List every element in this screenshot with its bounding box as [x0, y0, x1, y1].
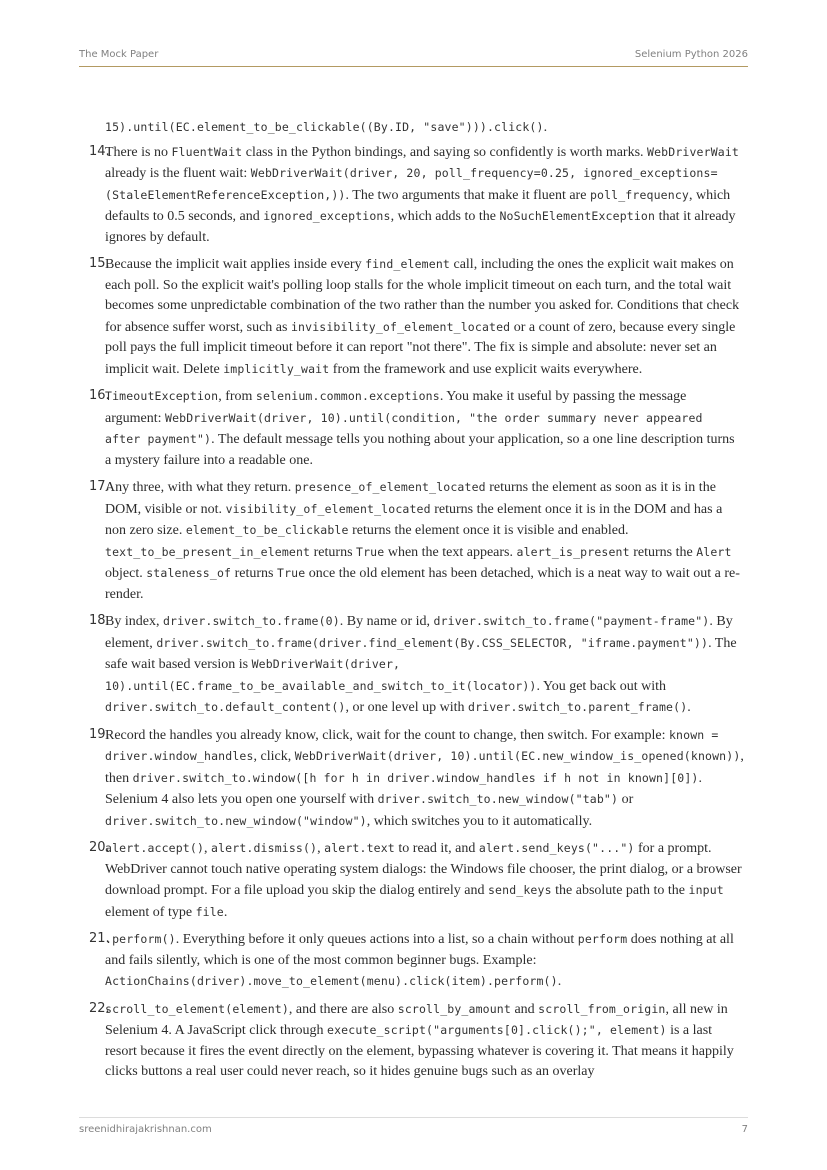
- inline-code: scroll_by_amount: [397, 1001, 511, 1016]
- body-text: , which defaults to 0.5 seconds, and: [105, 187, 731, 224]
- inline-code: driver.switch_to.parent_frame(): [468, 700, 688, 714]
- header-title: The Mock Paper: [79, 49, 159, 60]
- body-text: , and there are also: [288, 1001, 398, 1017]
- body-text: or: [618, 792, 634, 807]
- inline-code: WebDriverWait(driver, 10).until(EC.new_window_is_opened(known)): [294, 749, 741, 763]
- body-text: . Selenium 4 also lets you open one yourself with: [105, 770, 702, 807]
- answer-item: [79, 929, 744, 993]
- answer-item: [79, 254, 744, 380]
- answer-item: [79, 611, 744, 719]
- inline-code: WebDriverWait: [647, 144, 739, 159]
- answer-item: [79, 838, 744, 923]
- body-text: , which adds to the: [390, 209, 500, 224]
- body-text: , all new in Selenium 4. A JavaScript click through: [105, 1001, 728, 1038]
- inline-code: Alert: [696, 544, 732, 559]
- body-text: once the old element has been detached, which is a neat way to wait out a re-render.: [105, 566, 740, 602]
- inline-code: poll_frequency: [589, 187, 689, 202]
- body-text: from the framework and use explicit waits everywhere.: [329, 361, 643, 377]
- inline-code: text_to_be_present_in_element: [105, 544, 311, 559]
- inline-code: True: [356, 544, 385, 559]
- body-text: and: [510, 1001, 539, 1017]
- body-text: . You get back out with: [536, 678, 666, 694]
- body-text: .: [557, 974, 562, 989]
- inline-code: execute_script("arguments[0].click();", element): [327, 1023, 667, 1037]
- body-text: the absolute path to the: [551, 883, 689, 898]
- inline-code: find_element: [365, 257, 450, 271]
- body-text: already is the fluent wait:: [105, 166, 251, 181]
- body-text: , click,: [253, 749, 295, 764]
- body-text: or a count of zero, because every single poll pays the full implicit timeout before it can report "not there". The fix is simple and absolute: never set an implicit wait. Delete: [105, 319, 736, 377]
- body-text: call, including the ones the explicit wait makes on each poll. So the explicit wait's polling loop stalls for the whole implicit timeout on each turn, and the total wait becomes some unpredictable combination of the two rather than the number you asked for. Conditions that check for absence suffer worst, such as: [105, 257, 740, 335]
- inline-code: known = driver.window_handles: [105, 727, 719, 763]
- answer-item: [79, 386, 744, 471]
- answer-item: [79, 999, 744, 1083]
- body-text: . The safe wait based version is: [105, 635, 737, 672]
- answer-number: 20.: [89, 840, 110, 855]
- answer-item: [79, 725, 744, 833]
- body-text: returns: [310, 544, 357, 560]
- inline-code: WebDriverWait(driver, 10).until(condition, "the order summary never appeared after payment"): [105, 410, 703, 446]
- inline-code: file: [195, 904, 224, 919]
- inline-code: .perform(): [105, 932, 176, 946]
- body-text: is a last resort because it fires the event directly on the element, bypassing whatever is covering it. That means it happily clicks buttons a real user could never reach, so it hides genuine bugs such as an overlay: [105, 1023, 734, 1079]
- inline-code: alert.send_keys("..."): [478, 841, 635, 855]
- answer-number: 21.: [89, 931, 110, 946]
- answer-item: [79, 477, 744, 605]
- answer-item: [79, 142, 744, 249]
- continued-answer: [79, 117, 744, 139]
- inline-code: scroll_from_origin: [538, 1001, 666, 1016]
- answer-body: [79, 117, 744, 1089]
- answer-list: [79, 142, 744, 1083]
- body-text: returns the element as soon as it is in the DOM, visible or not.: [105, 480, 716, 517]
- inline-code: alert.text: [324, 841, 395, 855]
- body-text: . Everything before it only queues actions into a list, so a chain without: [175, 932, 578, 947]
- body-text: There is no: [105, 144, 172, 160]
- body-text: . The two arguments that make it fluent are: [345, 187, 590, 203]
- body-text: . By name or id,: [339, 614, 434, 629]
- body-text: . The default message tells you nothing about your application, so a one line description turns a mystery failure into a readable one.: [105, 432, 735, 468]
- inline-code: ActionChains(driver).move_to_element(menu).click(item).perform(): [105, 974, 558, 988]
- body-text: Record the handles you already know, click, wait for the count to change, then switch. For example:: [105, 727, 669, 743]
- inline-code: alert.dismiss(): [211, 841, 318, 855]
- inline-code: alert_is_present: [516, 544, 630, 559]
- page-number: 7: [741, 1124, 748, 1135]
- inline-code: TimeoutException: [105, 389, 219, 403]
- inline-code: driver.switch_to.window([h for h in driver.window_handles if h not in known][0]): [132, 770, 699, 785]
- inline-code: NoSuchElementException: [499, 209, 656, 223]
- inline-code: driver.switch_to.new_window("window"): [105, 813, 367, 828]
- inline-code: WebDriverWait(driver, 20, poll_frequency=0.25, ignored_exceptions=(StaleElementReferenceException,)): [105, 166, 718, 202]
- body-text: .: [543, 120, 548, 135]
- inline-code: True: [277, 566, 306, 580]
- body-text: By index,: [105, 614, 163, 629]
- body-text: does nothing at all and fails silently, which is one of the most common beginner bugs. Example:: [105, 932, 734, 968]
- inline-code: FluentWait: [171, 144, 243, 159]
- inline-code: driver.switch_to.new_window("tab"): [377, 792, 619, 806]
- inline-code: driver.switch_to.frame(driver.find_element(By.CSS_SELECTOR, "iframe.payment")): [156, 635, 709, 650]
- inline-code: element_to_be_clickable: [185, 523, 349, 537]
- body-text: , or one level up with: [345, 700, 468, 715]
- body-text: ,: [204, 841, 212, 856]
- inline-code: driver.switch_to.frame("payment-frame"): [433, 614, 710, 628]
- body-text: Any three, with what they return.: [105, 480, 295, 495]
- inline-code: driver.switch_to.default_content(): [105, 700, 346, 714]
- answer-number: 19.: [89, 726, 110, 742]
- inline-code: implicitly_wait: [223, 361, 330, 376]
- page-header: [79, 48, 748, 67]
- inline-code: visibility_of_element_located: [225, 501, 431, 516]
- inline-code: perform: [577, 932, 628, 946]
- body-text: Because the implicit wait applies inside every: [105, 257, 366, 272]
- body-text: . You make it useful by passing the message argument:: [105, 389, 687, 426]
- answer-number: 14.: [89, 143, 110, 159]
- body-text: when the text appears.: [384, 544, 517, 560]
- body-text: returns the element once it is in the DOM and has a non zero size.: [105, 501, 723, 538]
- inline-code: selenium.common.exceptions: [255, 389, 440, 403]
- inline-code: driver.switch_to.frame(0): [162, 614, 340, 628]
- body-text: that it already ignores by default.: [105, 209, 736, 245]
- body-text: , then: [105, 749, 744, 786]
- inline-code: scroll_to_element(element): [105, 1001, 289, 1016]
- answer-number: 15.: [89, 256, 110, 271]
- inline-code: presence_of_element_located: [294, 480, 486, 494]
- inline-code: input: [688, 883, 724, 897]
- page-footer: [79, 1117, 748, 1138]
- answer-number: 22.: [89, 1000, 110, 1016]
- body-text: object.: [105, 566, 147, 581]
- body-text: . By element,: [105, 614, 733, 651]
- inline-code: alert.accept(): [105, 841, 205, 855]
- inline-code: invisibility_of_element_located: [290, 319, 511, 334]
- inline-code: 15).until(EC.element_to_be_clickable((By.ID, "save"))).click(): [105, 120, 544, 134]
- body-text: to read it, and: [394, 841, 479, 856]
- body-text: for a prompt. WebDriver cannot touch native operating system dialogs: the Windows file chooser, the print dialog, or a browser download prompt. For a file upload you skip the dialog entirely and: [105, 841, 742, 898]
- inline-code: staleness_of: [146, 566, 232, 580]
- footer-site: sreenidhirajakrishnan.com: [79, 1124, 212, 1135]
- body-text: returns the element once it is visible and enabled.: [348, 523, 629, 538]
- body-text: element of type: [105, 904, 196, 920]
- body-text: , from: [218, 389, 256, 404]
- body-text: ,: [317, 841, 325, 856]
- body-text: , which switches you to it automatically.: [366, 813, 593, 829]
- answer-number: 18.: [89, 613, 110, 628]
- body-text: returns the: [629, 544, 697, 560]
- answer-number: 17.: [89, 479, 110, 494]
- body-text: returns: [231, 566, 277, 581]
- inline-code: WebDriverWait(driver, 10).until(EC.frame_to_be_available_and_switch_to_it(locator)): [105, 657, 537, 693]
- body-text: .: [223, 904, 228, 920]
- inline-code: send_keys: [487, 883, 552, 897]
- header-subject: Selenium Python 2026: [634, 49, 748, 60]
- body-text: .: [687, 700, 691, 715]
- answer-number: 16.: [89, 388, 110, 403]
- inline-code: ignored_exceptions: [263, 209, 391, 223]
- body-text: class in the Python bindings, and saying so confidently is worth marks.: [242, 144, 648, 160]
